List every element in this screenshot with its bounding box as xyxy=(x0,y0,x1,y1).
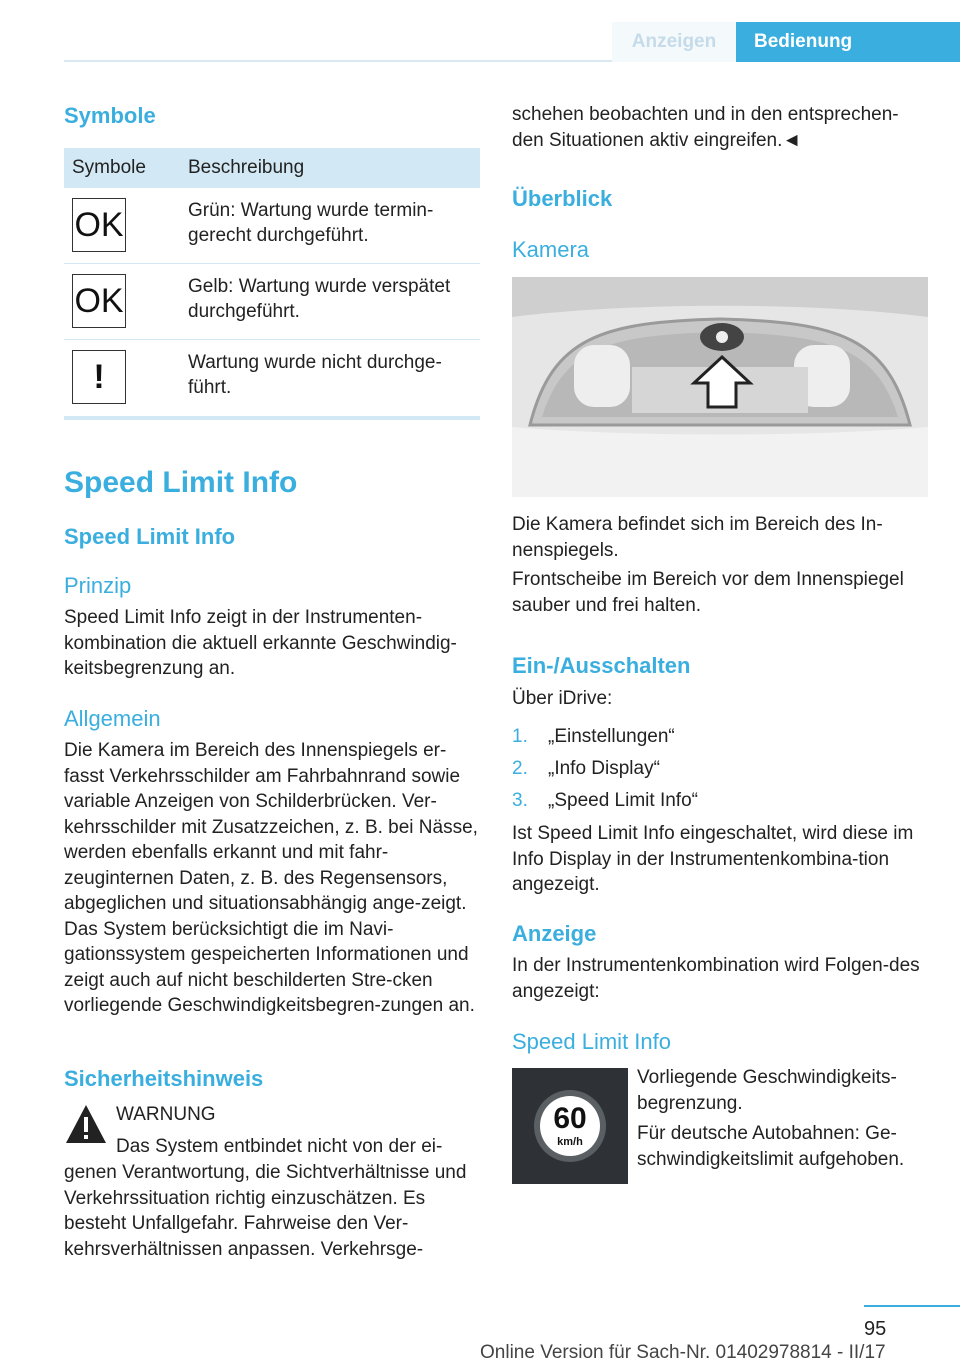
ok-icon: OK xyxy=(72,198,126,252)
continued-text: schehen beobachten und in den entsprechen‐den Situationen aktiv eingreifen.◄ xyxy=(512,104,899,151)
list-item xyxy=(512,753,930,785)
onoff-text: Ist Speed Limit Info eingeschaltet, wird diese im Info Display in der Instrumentenkombina‐tion angezeigt. xyxy=(512,823,914,895)
prinzip-title: Prinzip xyxy=(64,573,132,598)
display-text: In der Instrumentenkombination wird Folgen‐des angezeigt: xyxy=(512,955,920,1002)
sign-value: 60 xyxy=(553,1102,587,1135)
sli-title: Speed Limit Info xyxy=(512,1029,671,1054)
list-item xyxy=(512,785,930,817)
warning-text: genen Verantwortung, die Sichtverhältnisse und Verkehrssituation richtig einzuschätzen. Es besteht Unfallgefahr. Fahrweise den Ver‐kehrsverhältnissen anpassen. Verkehrsge‐ xyxy=(64,1162,467,1260)
onoff-intro: Über iDrive: xyxy=(512,688,613,709)
step-label: „Info Display“ xyxy=(548,758,660,779)
speed-limit-display xyxy=(512,1068,628,1184)
steps-list xyxy=(512,721,930,817)
row-description: Gelb: Wartung wurde verspätet durchgeführt. xyxy=(188,276,451,322)
symbols-table xyxy=(64,148,480,420)
sign-unit: km/h xyxy=(557,1136,583,1148)
step-label: „Einstellungen“ xyxy=(548,726,675,747)
camera-text-2: Frontscheibe im Bereich vor dem Innenspiegel sauber und frei halten. xyxy=(512,569,904,616)
page-number: 95 xyxy=(864,1318,887,1340)
step-label: „Speed Limit Info“ xyxy=(548,790,698,811)
online-version: Online Version für Sach-Nr. 01402978814 - II/17 xyxy=(480,1342,886,1363)
row-description: Grün: Wartung wurde termin‐gerecht durchgeführt. xyxy=(188,200,434,246)
table-row xyxy=(64,264,480,340)
warning-text-first-line: Das System entbindet nicht von der ei‐ xyxy=(116,1136,443,1157)
tab-bedienung-label: Bedienung xyxy=(754,31,853,52)
exclamation-icon: ! xyxy=(72,350,126,404)
overview-title: Überblick xyxy=(512,186,613,211)
tab-anzeigen[interactable] xyxy=(612,22,736,62)
warning-icon xyxy=(64,1103,108,1145)
sli-text-1: Vorliegende Geschwindigkeits‐begrenzung. xyxy=(637,1067,897,1114)
step-number: 3. xyxy=(512,790,528,811)
sub-title: Speed Limit Info xyxy=(64,524,236,549)
table-header xyxy=(64,148,480,188)
table-row xyxy=(64,340,480,416)
symbols-title: Symbole xyxy=(64,103,156,128)
display-title: Anzeige xyxy=(512,921,597,946)
sli-text-2: Für deutsche Autobahnen: Ge‐schwindigkeitslimit aufgehoben. xyxy=(637,1123,905,1170)
table-col-symbole: Symbole xyxy=(72,157,146,178)
table-col-beschreibung: Beschreibung xyxy=(188,157,305,178)
tab-anzeigen-label: Anzeigen xyxy=(631,31,717,52)
allgemein-text: Die Kamera im Bereich des Innenspiegels er‐fasst Verkehrsschilder am Fahrbahnrand sowie variable Anzeigen von Schilderbrücken. Ver‐kehrsschilder mit Zusatzzeichen, z. B. bei Nässe, werden ebenfalls erkannt und mit fahr‐zeuginternen Daten, z. B. des Regensensors, abgeglichen und situationsabhängig ange‐zeigt. Das System berücksichtigt die im Navi‐gationssystem gespeicherten Informationen und zeigt auch auf nicht beschilderten Stre‐cken vorliegende Geschwindigkeitsbegren‐zungen an. xyxy=(64,740,478,1016)
list-item xyxy=(512,721,930,753)
camera-title: Kamera xyxy=(512,237,590,262)
tab-bedienung[interactable] xyxy=(736,22,960,62)
onoff-title: Ein-/Ausschalten xyxy=(512,653,691,678)
prinzip-text: Speed Limit Info zeigt in der Instrumenten‐kombination die aktuell erkannte Geschwindig‐keitsbegrenzung an. xyxy=(64,607,457,679)
ok-icon: OK xyxy=(72,274,126,328)
table-row xyxy=(64,188,480,264)
step-number: 1. xyxy=(512,726,528,747)
camera-image xyxy=(512,277,928,497)
footer-rule xyxy=(864,1305,960,1307)
allgemein-title: Allgemein xyxy=(64,706,161,731)
main-title: Speed Limit Info xyxy=(64,466,298,499)
table-bottom-rule xyxy=(64,416,480,420)
camera-text-1: Die Kamera befindet sich im Bereich des In‐nenspiegels. xyxy=(512,514,883,561)
warning-label: WARNUNG xyxy=(116,1104,216,1125)
step-number: 2. xyxy=(512,758,528,779)
row-description: Wartung wurde nicht durchge‐führt. xyxy=(188,352,442,398)
safety-title: Sicherheitshinweis xyxy=(64,1066,264,1091)
